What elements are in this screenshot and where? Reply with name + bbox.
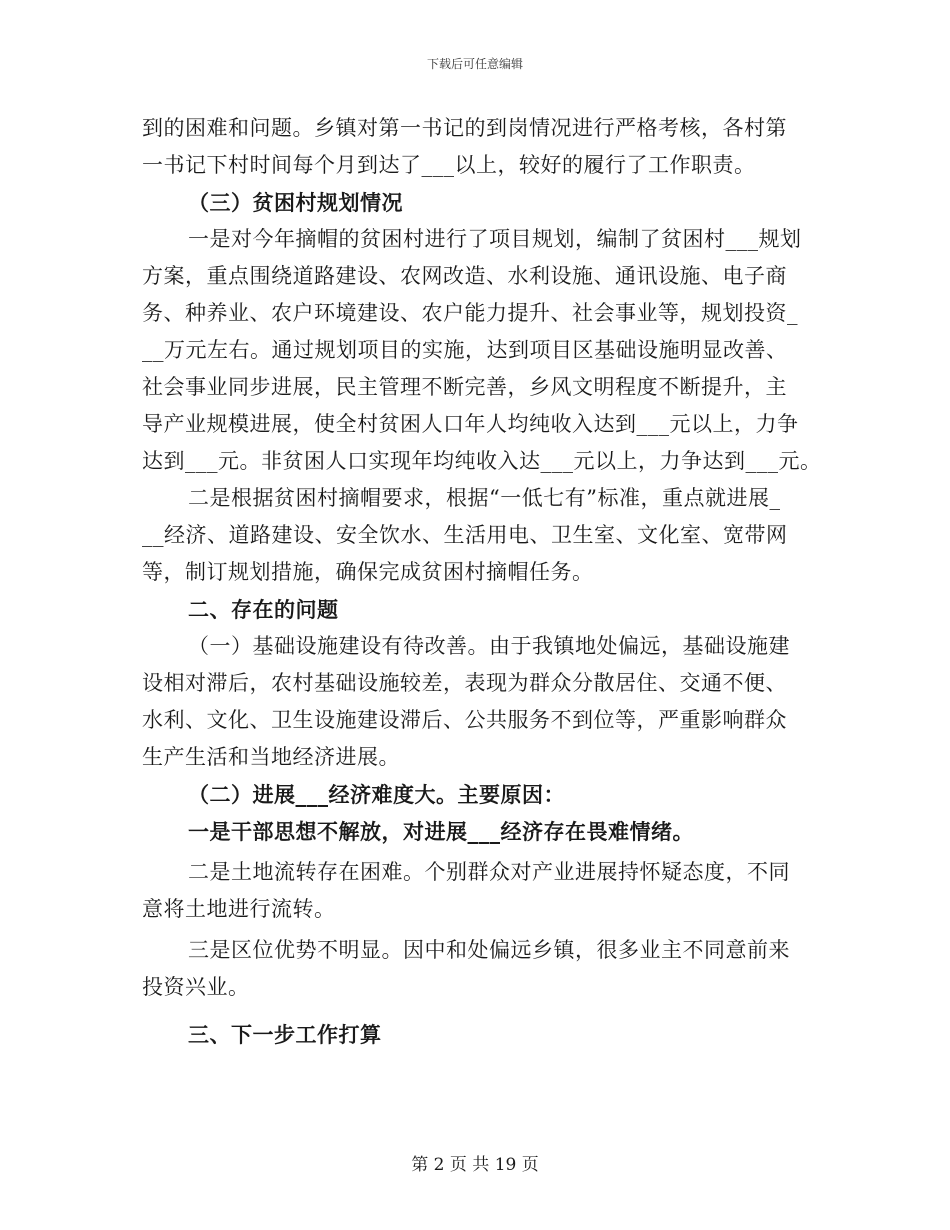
paragraph-line: （一）基础设施建设有待改善。由于我镇地处偏远，基础设施建 xyxy=(188,634,790,658)
paragraph-line: 意将土地进行流转。 xyxy=(142,897,336,921)
paragraph-line: 生产生活和当地经济进展。 xyxy=(142,745,400,769)
paragraph-line: __万元左右。通过规划项目的实施，达到项目区基础设施明显改善、 xyxy=(142,338,788,362)
paragraph-line: 等，制订规划措施，确保完成贫困村摘帽任务。 xyxy=(142,560,594,584)
section-heading-line: 一是干部思想不解放，对进展___经济存在畏难情绪。 xyxy=(188,819,694,844)
section-heading-line: 二、存在的问题 xyxy=(188,597,339,622)
paragraph-line: 方案，重点围绕道路建设、农网改造、水利设施、通讯设施、电子商 xyxy=(142,264,787,288)
section-heading-line: （二）进展___经济难度大。主要原因： xyxy=(188,782,565,807)
paragraph-line: 设相对滞后，农村基础设施较差，表现为群众分散居住、交通不便、 xyxy=(142,671,787,695)
paragraph-line: 一书记下村时间每个月到达了___以上，较好的履行了工作职责。 xyxy=(142,153,756,177)
paragraph-line: 二是土地流转存在困难。个别群众对产业进展持怀疑态度，不同 xyxy=(188,860,790,884)
paragraph-line: 到的困难和问题。乡镇对第一书记的到岗情况进行严格考核，各村第 xyxy=(142,116,787,140)
paragraph-line: 投资兴业。 xyxy=(142,975,250,999)
paragraph-line: 二是根据贫困村摘帽要求，根据“一低七有”标准，重点就进展_ xyxy=(188,486,781,510)
paragraph-line: 社会事业同步进展，民主管理不断完善，乡风文明程度不断提升，主 xyxy=(142,375,787,399)
paragraph-line: 水利、文化、卫生设施建设滞后、公共服务不到位等，严重影响群众 xyxy=(142,708,787,732)
document-body xyxy=(142,110,822,1053)
paragraph-line: 一是对今年摘帽的贫困村进行了项目规划，编制了贫困村___规划 xyxy=(188,227,802,251)
paragraph-line: 达到___元。非贫困人口实现年均纯收入达___元以上，力争达到___元。 xyxy=(142,449,822,473)
paragraph-line: 三是区位优势不明显。因中和处偏远乡镇，很多业主不同意前来 xyxy=(188,938,790,962)
section-heading-line: 三、下一步工作打算 xyxy=(188,1022,382,1047)
paragraph-line: __经济、道路建设、安全饮水、生活用电、卫生室、文化室、宽带网 xyxy=(142,523,788,547)
section-heading-line: （三）贫困村规划情况 xyxy=(188,190,403,215)
page-header: 下载后可任意编辑 xyxy=(426,57,523,71)
paragraph-line: 务、种养业、农户环境建设、农户能力提升、社会事业等，规划投资_ xyxy=(142,301,798,325)
paragraph-line: 导产业规模进展，使全村贫困人口年人均纯收入达到___元以上，力争 xyxy=(142,412,799,436)
page-number: 第 2 页 共 19 页 xyxy=(411,1155,539,1175)
